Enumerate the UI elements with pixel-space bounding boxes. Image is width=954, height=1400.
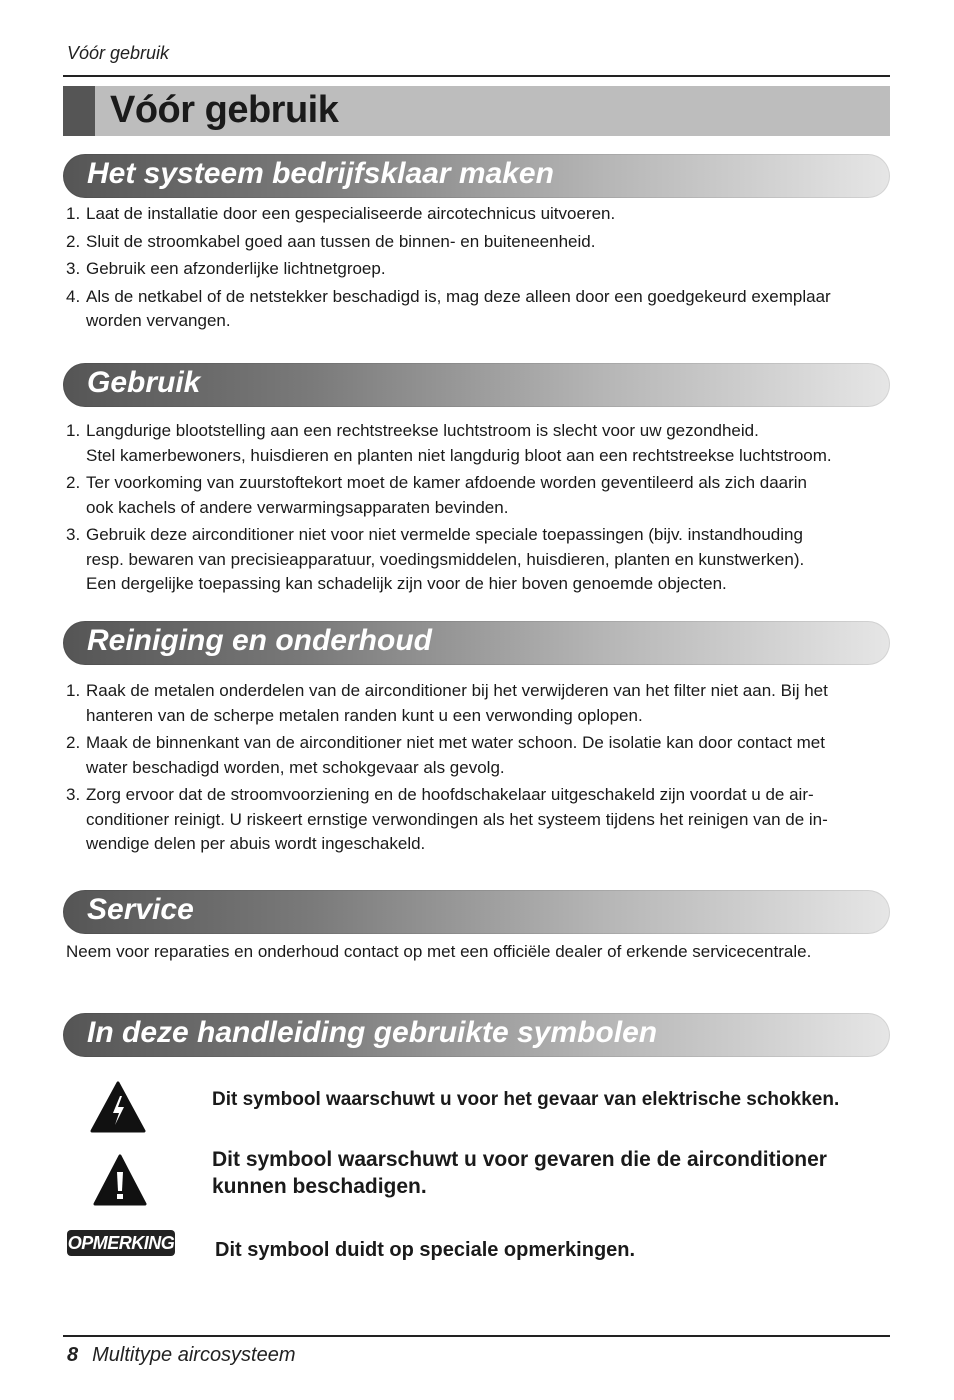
- page-title-bar: [63, 86, 890, 136]
- top-rule: [63, 75, 890, 77]
- electric-shock-warning-icon: [89, 1080, 147, 1134]
- setup-list: [66, 202, 886, 337]
- section-header-symbols: [63, 1013, 890, 1057]
- list-item: 4. Als de netkabel of de netstekker beschadigd is, mag deze alleen door een goedgekeurd exemplaar worden vervangen.: [66, 286, 831, 330]
- usage-list: [66, 419, 886, 600]
- list-item: 1. Raak de metalen onderdelen van de airconditioner bij het verwijderen van het filter niet aan. Bij het hanteren van de scherpe metalen randen kunt u een verwonding oplopen.: [66, 681, 828, 725]
- list-item: 2. Sluit de stroomkabel goed aan tussen de binnen- en buiteneenheid.: [66, 231, 596, 251]
- section-title: Het systeem bedrijfsklaar maken: [87, 157, 554, 190]
- page-title: Vóór gebruik: [110, 89, 339, 131]
- section-title: In deze handleiding gebruikte symbolen: [87, 1016, 658, 1049]
- caution-exclamation-icon: [92, 1153, 148, 1207]
- section-title: Service: [87, 893, 194, 926]
- symbol-description-caution: Dit symbool waarschuwt u voor gevaren die de airconditioner kunnen beschadigen.: [212, 1148, 827, 1198]
- note-badge-label: OPMERKING: [67, 1232, 175, 1253]
- section-header-service: [63, 890, 890, 934]
- section-header-usage: [63, 363, 890, 407]
- cleaning-list: [66, 679, 886, 860]
- list-item: 1. Laat de installatie door een gespecialiseerde aircotechnicus uitvoeren.: [66, 204, 616, 223]
- list-item: 3. Gebruik deze airconditioner niet voor niet vermelde speciale toepassingen (bijv. instandhouding resp. bewaren van precisieapparatuur, voedingsmiddelen, huisdieren, planten en kunstwerken). Een dergelijke toepassing kan schadelijk zijn voor de hier boven genoemde objecten.: [66, 525, 805, 593]
- list-item: 2. Maak de binnenkant van de airconditioner niet met water schoon. De isolatie kan door contact met water beschadigd worden, met schokgevaar als gevolg.: [66, 733, 825, 777]
- section-title: Reiniging en onderhoud: [87, 624, 432, 657]
- list-item: 3. Zorg ervoor dat de stroomvoorziening en de hoofdschakelaar uitgeschakeld zijn voordat u de air- conditioner reinigt. U riskeert ernstige verwondingen als het systeem tijdens het reinigen van de in- wendige delen per abuis wordt ingeschakeld.: [66, 785, 828, 853]
- running-header: Vóór gebruik: [67, 43, 170, 63]
- symbol-description-note: Dit symbool duidt op speciale opmerkingen.: [215, 1239, 636, 1261]
- list-item: 2. Ter voorkoming van zuurstoftekort moet de kamer afdoende worden geventileerd als zich daarin ook kachels of andere verwarmingsapparaten bevinden.: [66, 473, 807, 517]
- page-number: 8: [67, 1344, 79, 1366]
- bottom-rule: [63, 1335, 890, 1337]
- section-title: Gebruik: [87, 366, 201, 399]
- note-badge: [67, 1230, 175, 1256]
- symbol-description-shock: Dit symbool waarschuwt u voor het gevaar van elektrische schokken.: [212, 1089, 840, 1110]
- list-item: 1. Langdurige blootstelling aan een rechtstreekse luchtstroom is slecht voor uw gezondheid. Stel kamerbewoners, huisdieren en planten niet langdurig bloot aan een rechtstreekse luchtstroom.: [66, 421, 832, 465]
- list-item: 3. Gebruik een afzonderlijke lichtnetgroep.: [66, 259, 386, 278]
- footer-doc-title: Multitype aircosysteem: [92, 1344, 296, 1366]
- section-header-cleaning: [63, 621, 890, 665]
- page-footer: [67, 1344, 296, 1367]
- service-text: Neem voor reparaties en onderhoud contact op met een officiële dealer of erkende servicecentrale.: [66, 942, 812, 961]
- section-header-setup: [63, 154, 890, 198]
- title-accent-block: [63, 86, 95, 136]
